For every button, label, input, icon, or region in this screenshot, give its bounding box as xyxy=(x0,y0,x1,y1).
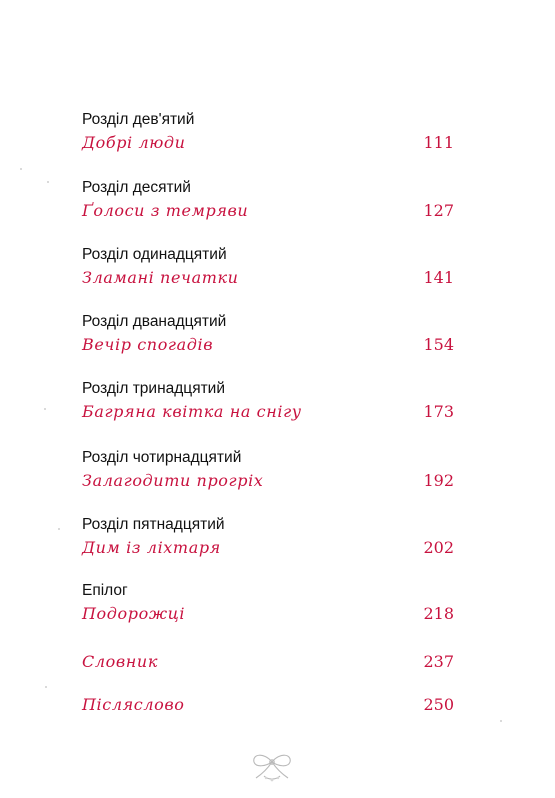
page-number[interactable]: 218 xyxy=(423,604,454,623)
toc-entry xyxy=(82,582,454,625)
toc-entry xyxy=(82,179,454,222)
title-row xyxy=(82,267,454,289)
chapter-title[interactable]: Вечір спогадів xyxy=(82,335,214,354)
page-number[interactable]: 141 xyxy=(423,268,454,287)
page-number[interactable]: 250 xyxy=(423,695,454,714)
chapter-title[interactable]: Дим із ліхтаря xyxy=(82,538,221,557)
chapter-title[interactable]: Післяслово xyxy=(82,695,185,714)
title-row xyxy=(82,537,454,559)
toc-entry xyxy=(82,694,454,716)
toc-entry xyxy=(82,516,454,559)
bow-ornament-icon xyxy=(242,748,302,784)
chapter-label: Розділ пятнадцятий xyxy=(82,516,225,533)
toc-entry xyxy=(82,380,454,423)
toc-entry xyxy=(82,651,454,673)
page-number[interactable]: 127 xyxy=(423,201,454,220)
chapter-label: Розділ дванадцятий xyxy=(82,313,227,330)
title-row xyxy=(82,603,454,625)
title-row xyxy=(82,334,454,356)
chapter-title[interactable]: Словник xyxy=(82,652,158,671)
chapter-title[interactable]: Подорожці xyxy=(82,604,186,623)
page-number[interactable]: 237 xyxy=(423,652,454,671)
title-row xyxy=(82,401,454,423)
chapter-label: Розділ десятий xyxy=(82,179,191,196)
page-number[interactable]: 154 xyxy=(423,335,454,354)
title-row xyxy=(82,694,454,716)
paper-speck xyxy=(500,720,502,722)
toc-entry xyxy=(82,111,454,154)
title-row xyxy=(82,200,454,222)
toc-entry xyxy=(82,449,454,492)
paper-speck xyxy=(58,528,60,530)
chapter-title[interactable]: Залагодити прогріх xyxy=(82,471,264,490)
chapter-title[interactable]: Ґолоси з темряви xyxy=(82,201,249,220)
page-number[interactable]: 192 xyxy=(423,471,454,490)
chapter-label: Розділ дев'ятий xyxy=(82,111,195,128)
chapter-title[interactable]: Багряна квітка на снігу xyxy=(82,402,302,421)
toc-entry xyxy=(82,246,454,289)
chapter-label: Епілог xyxy=(82,582,128,599)
page-number[interactable]: 202 xyxy=(423,538,454,557)
chapter-title[interactable]: Зламані печатки xyxy=(82,268,239,287)
chapter-label: Розділ чотирнадцятий xyxy=(82,449,242,466)
paper-speck xyxy=(47,181,49,183)
title-row xyxy=(82,132,454,154)
paper-speck xyxy=(45,686,47,688)
page-number[interactable]: 173 xyxy=(423,402,454,421)
chapter-label: Розділ тринадцятий xyxy=(82,380,225,397)
chapter-label: Розділ одинадцятий xyxy=(82,246,227,263)
toc-entry xyxy=(82,313,454,356)
page-number[interactable]: 111 xyxy=(423,133,454,152)
title-row xyxy=(82,651,454,673)
chapter-title[interactable]: Добрі люди xyxy=(82,133,186,152)
paper-speck xyxy=(20,168,22,170)
title-row xyxy=(82,470,454,492)
paper-speck xyxy=(44,408,46,410)
